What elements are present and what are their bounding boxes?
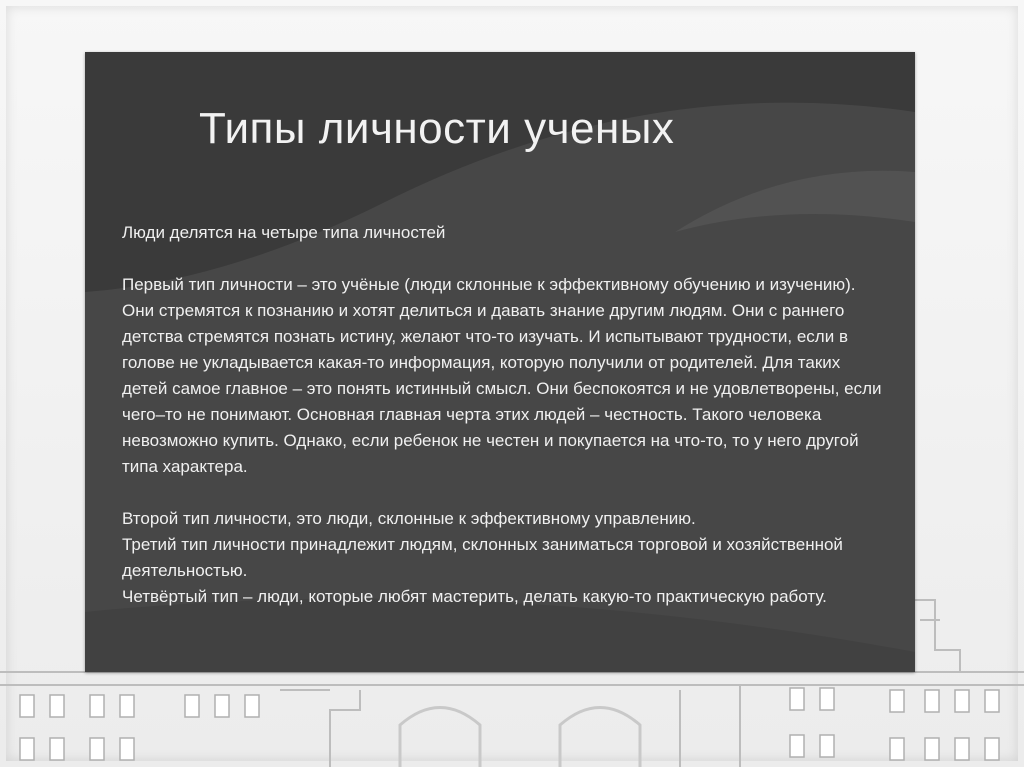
slide-body xyxy=(122,220,882,610)
slide-title: Типы личности ученых xyxy=(199,104,675,153)
intro-paragraph: Люди делятся на четыре типа личностей xyxy=(122,223,446,242)
fourth-type-paragraph: Четвёртый тип – люди, которые любят мастерить, делать какую-то практическую работу. xyxy=(122,587,827,606)
presentation-slide xyxy=(85,52,915,672)
second-type-paragraph: Второй тип личности, это люди, склонные к эффективному управлению. xyxy=(122,509,696,528)
first-type-paragraph: Первый тип личности – это учёные (люди склонные к эффективному обучению и изучению). Они стремятся к познанию и хотят делиться и давать знание другим людям. Они с раннего детства стремятся познать истину, желают что-то изучать. И испытывают трудности, если в голове не укладывается какая-то информация, которую получили от родителей. Для таких детей самое главное – это понять истинный смысл. Они беспокоятся и не удовлетворены, если чего–то не понимают. Основная главная черта этих людей – честность. Такого человека невозможно купить. Однако, если ребенок не честен и покупается на что-то, то у него другой типа характера. xyxy=(122,275,882,476)
third-type-paragraph: Третий тип личности принадлежит людям, склонных заниматься торговой и хозяйственной деятельностью. xyxy=(122,535,843,580)
